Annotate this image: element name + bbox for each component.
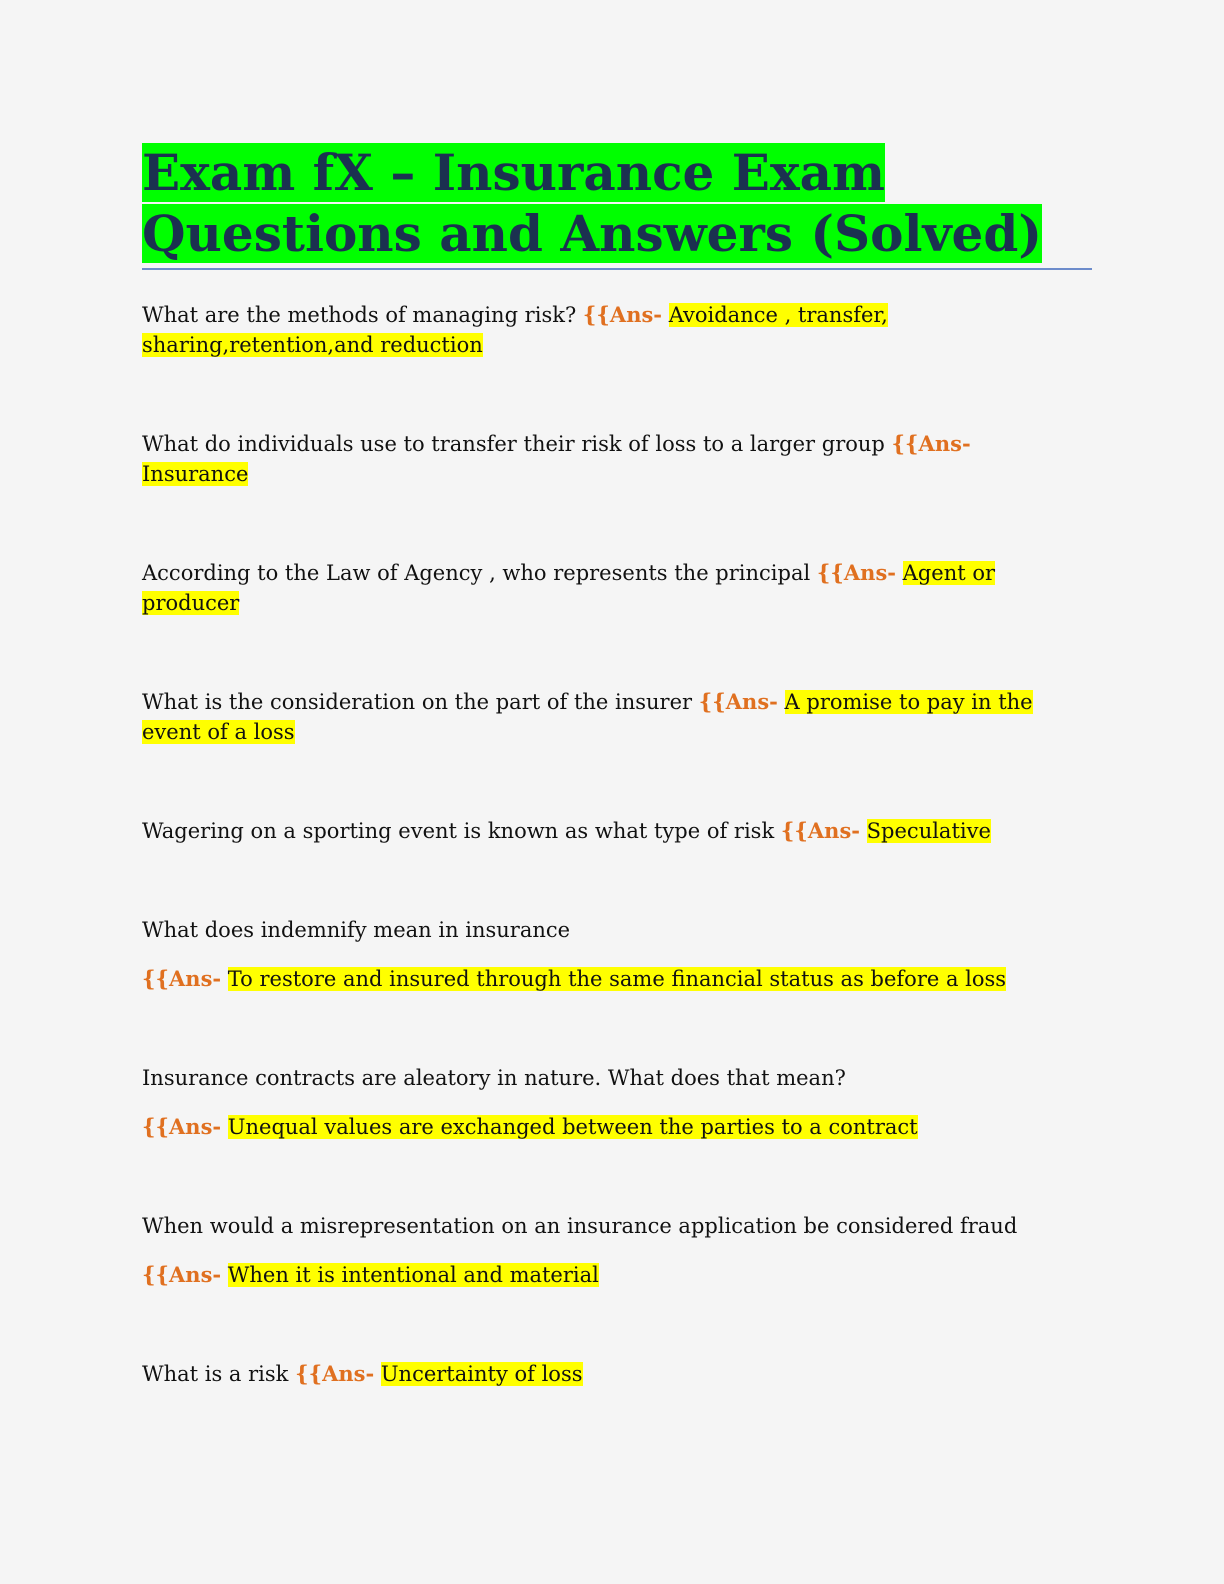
title-line-2: Questions and Answers (Solved)	[142, 204, 1042, 263]
answer-text: Agent or producer	[142, 561, 996, 615]
qa-item	[142, 429, 1082, 489]
answer-prefix: {{Ans-	[142, 1114, 222, 1139]
answer-prefix: {{Ans-	[891, 431, 971, 456]
document-title	[142, 142, 1092, 264]
qa-item	[142, 1359, 1082, 1389]
answer-prefix: {{Ans-	[142, 966, 222, 991]
answer-text: Unequal values are exchanged between the parties to a contract	[227, 1115, 918, 1139]
answer-text: A promise to pay in the event of a loss	[142, 690, 1033, 744]
question-text: Wagering on a sporting event is known as what type of risk	[142, 819, 775, 843]
answer-text: When it is intentional and material	[227, 1263, 599, 1287]
answer-prefix: {{Ans-	[780, 818, 860, 843]
question-text: According to the Law of Agency , who represents the principal	[142, 561, 811, 585]
question-text: What is a risk	[142, 1362, 289, 1386]
title-block	[142, 142, 1092, 270]
answer-text: Avoidance , transfer, sharing,retention,and reduction	[142, 303, 888, 357]
answer-prefix: {{Ans-	[582, 302, 662, 327]
qa-item	[142, 300, 1082, 360]
question-text: Insurance contracts are aleatory in nature. What does that mean?	[142, 1066, 846, 1090]
question-text: What do individuals use to transfer their risk of loss to a larger group	[142, 432, 885, 456]
answer-text: To restore and insured through the same financial status as before a loss	[227, 967, 1007, 991]
answer-text: Uncertainty of loss	[380, 1362, 583, 1386]
question-text: What is the consideration on the part of the insurer	[142, 690, 693, 714]
question-text: What are the methods of managing risk?	[142, 303, 577, 327]
qa-item	[142, 816, 1082, 846]
answer-prefix: {{Ans-	[142, 1262, 222, 1287]
qa-item	[142, 558, 1082, 618]
answer-prefix: {{Ans-	[816, 560, 896, 585]
answer-prefix: {{Ans-	[698, 689, 778, 714]
question-text: What does indemnify mean in insurance	[142, 918, 571, 942]
qa-item	[142, 915, 1082, 994]
answer-text: Insurance	[142, 462, 249, 486]
qa-item	[142, 1063, 1082, 1142]
answer-text: Speculative	[866, 819, 991, 843]
answer-prefix: {{Ans-	[295, 1361, 375, 1386]
qa-item	[142, 1211, 1082, 1290]
document-page	[142, 142, 1082, 1389]
qa-item	[142, 687, 1082, 747]
qa-list	[142, 300, 1082, 1389]
question-text: When would a misrepresentation on an insurance application be considered fraud	[142, 1214, 1018, 1238]
title-line-1: Exam fX – Insurance Exam	[142, 143, 885, 202]
